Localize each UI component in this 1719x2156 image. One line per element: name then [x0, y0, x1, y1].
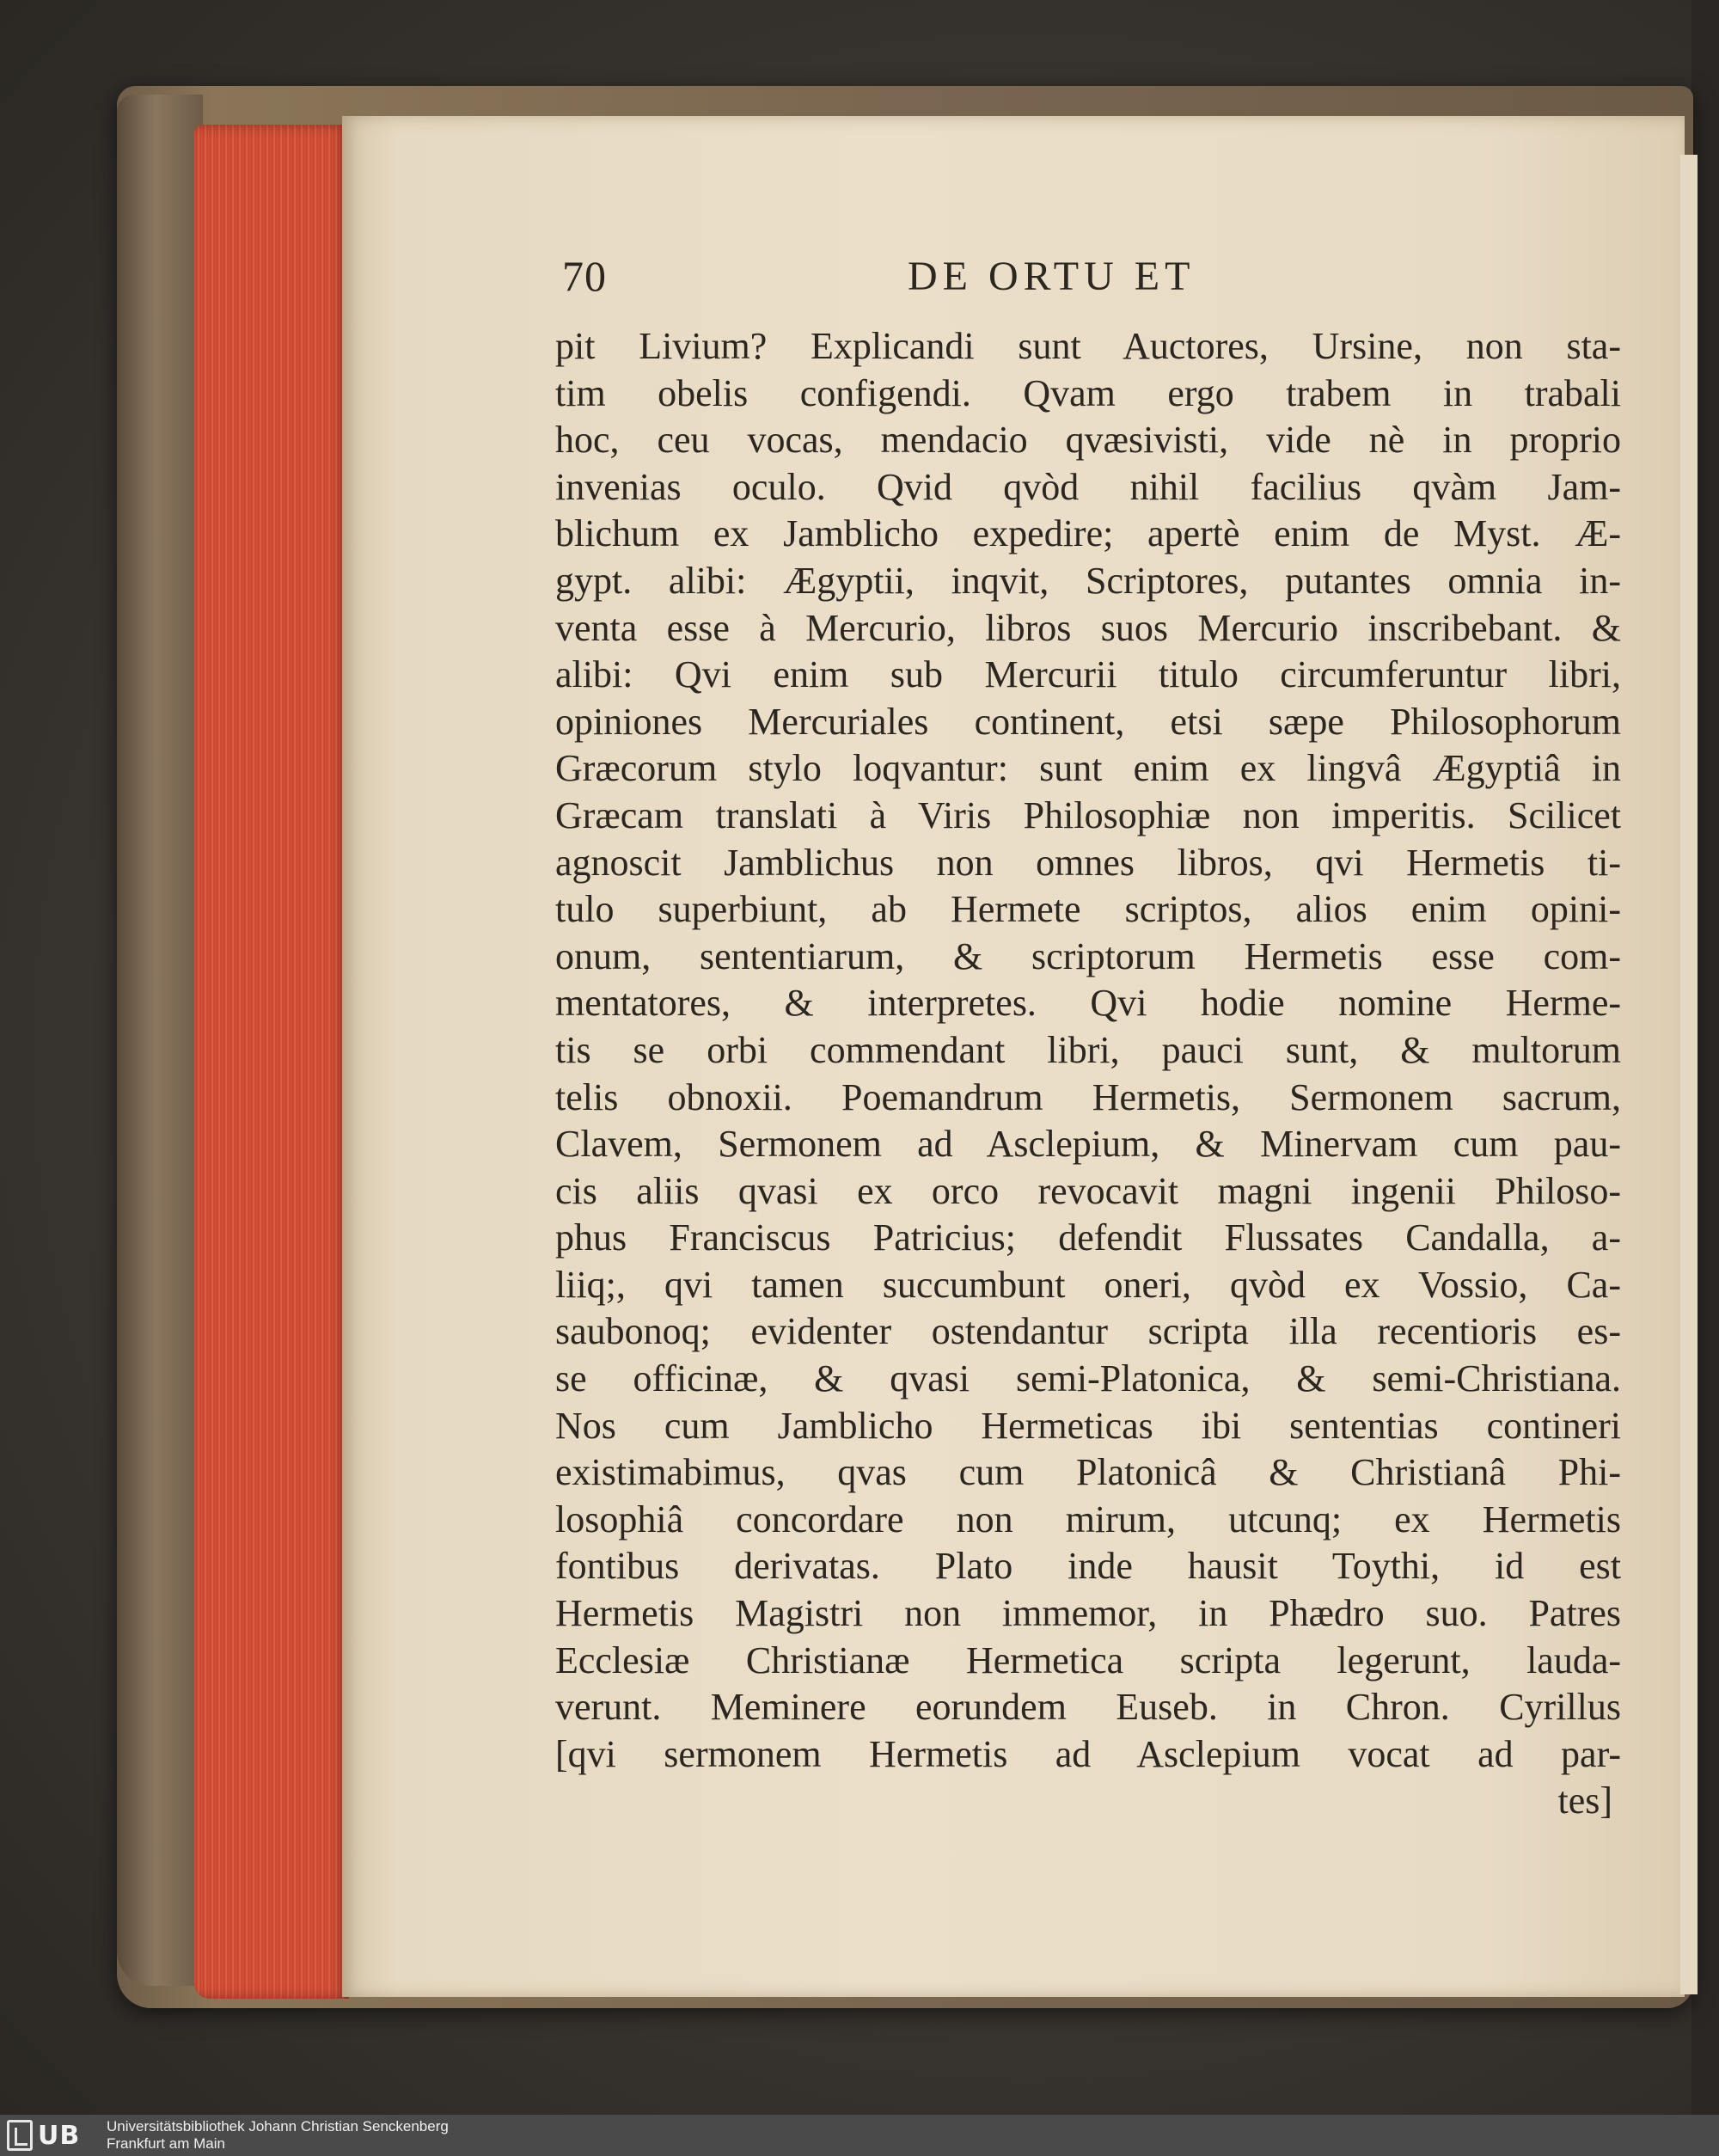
- text-line: opiniones Mercuriales continent, etsi sæpe Philosophorum: [555, 700, 1621, 743]
- text-line: invenias oculo. Qvid qvòd nihil facilius qvàm Jam-: [555, 465, 1621, 508]
- running-title: DE ORTU ET: [908, 254, 1196, 299]
- text-line: cis aliis qvasi ex orco revocavit magni ingenii Philoso-: [555, 1169, 1621, 1212]
- text-line: telis obnoxii. Poemandrum Hermetis, Sermonem sacrum,: [555, 1075, 1621, 1118]
- facing-page-sliver: [1680, 155, 1698, 1994]
- library-logo: [7, 2118, 100, 2153]
- text-line: saubonoq; evidenter ostendantur scripta illa recentioris es-: [555, 1310, 1621, 1353]
- text-line: Græcorum stylo loqvantur: sunt enim ex lingvâ Ægyptiâ in: [555, 747, 1621, 790]
- page-number: 70: [562, 252, 607, 300]
- text-line: Hermetis Magistri non immemor, in Phædro suo. Patres: [555, 1592, 1621, 1635]
- text-line: tim obelis configendi. Qvam ergo trabem in trabali: [555, 371, 1621, 414]
- library-name: [107, 2118, 449, 2153]
- catchword: tes]: [1557, 1779, 1612, 1822]
- library-logo-icon: [7, 2120, 33, 2151]
- page-text-block: [555, 249, 1621, 1825]
- library-logo-text: UB: [38, 2120, 81, 2151]
- text-line: gypt. alibi: Ægyptii, inqvit, Scriptores, putantes omnia in-: [555, 559, 1621, 602]
- text-line: tis se orbi commendant libri, pauci sunt, & multorum: [555, 1028, 1621, 1071]
- text-line: onum, sententiarum, & scriptorum Hermetis esse com-: [555, 934, 1621, 977]
- text-line: losophiâ concordare non mirum, utcunq; ex Hermetis: [555, 1498, 1621, 1540]
- text-line: Clavem, Sermonem ad Asclepium, & Minervam cum pau-: [555, 1123, 1621, 1166]
- text-line: se officinæ, & qvasi semi-Platonica, & semi-Christiana.: [555, 1357, 1621, 1400]
- text-line: hoc, ceu vocas, mendacio qvæsivisti, vide nè in proprio: [555, 419, 1621, 462]
- text-line: mentatores, & interpretes. Qvi hodie nomine Herme-: [555, 982, 1621, 1025]
- text-line: venta esse à Mercurio, libros suos Mercurio inscribebant. &: [555, 606, 1621, 649]
- text-line: existimabimus, qvas cum Platonicâ & Christianâ Phi-: [555, 1451, 1621, 1494]
- library-name-line2: Frankfurt am Main: [107, 2135, 225, 2152]
- text-line: Ecclesiæ Christianæ Hermetica scripta legerunt, lauda-: [555, 1638, 1621, 1681]
- running-head: [555, 249, 1621, 323]
- text-line: verunt. Meminere eorundem Euseb. in Chron. Cyrillus: [555, 1686, 1621, 1729]
- viewer-footer: [0, 2115, 1719, 2156]
- text-line: alibi: Qvi enim sub Mercurii titulo circumferuntur libri,: [555, 653, 1621, 696]
- text-line: agnoscit Jamblichus non omnes libros, qvi Hermetis ti-: [555, 841, 1621, 884]
- text-line: tulo superbiunt, ab Hermete scriptos, alios enim opini-: [555, 888, 1621, 931]
- text-line: phus Franciscus Patricius; defendit Flussates Candalla, a-: [555, 1216, 1621, 1259]
- text-line: fontibus derivatas. Plato inde hausit Toythi, id est: [555, 1545, 1621, 1588]
- text-line: Nos cum Jamblicho Hermeticas ibi sententias contineri: [555, 1404, 1621, 1447]
- text-line: [qvi sermonem Hermetis ad Asclepium vocat ad par-: [555, 1732, 1621, 1775]
- text-line: pit Livium? Explicandi sunt Auctores, Ursine, non sta-: [555, 325, 1621, 367]
- red-page-edges: [194, 125, 349, 1999]
- book-cover-edge: [117, 95, 203, 1986]
- text-line: liiq;, qvi tamen succumbunt oneri, qvòd ex Vossio, Ca-: [555, 1263, 1621, 1306]
- text-line: Græcam translati à Viris Philosophiæ non imperitis. Scilicet: [555, 793, 1621, 836]
- body-text: [555, 323, 1621, 1778]
- library-name-line1: Universitätsbibliothek Johann Christian Senckenberg: [107, 2118, 449, 2135]
- text-line: blichum ex Jamblicho expedire; apertè enim de Myst. Æ-: [555, 512, 1621, 555]
